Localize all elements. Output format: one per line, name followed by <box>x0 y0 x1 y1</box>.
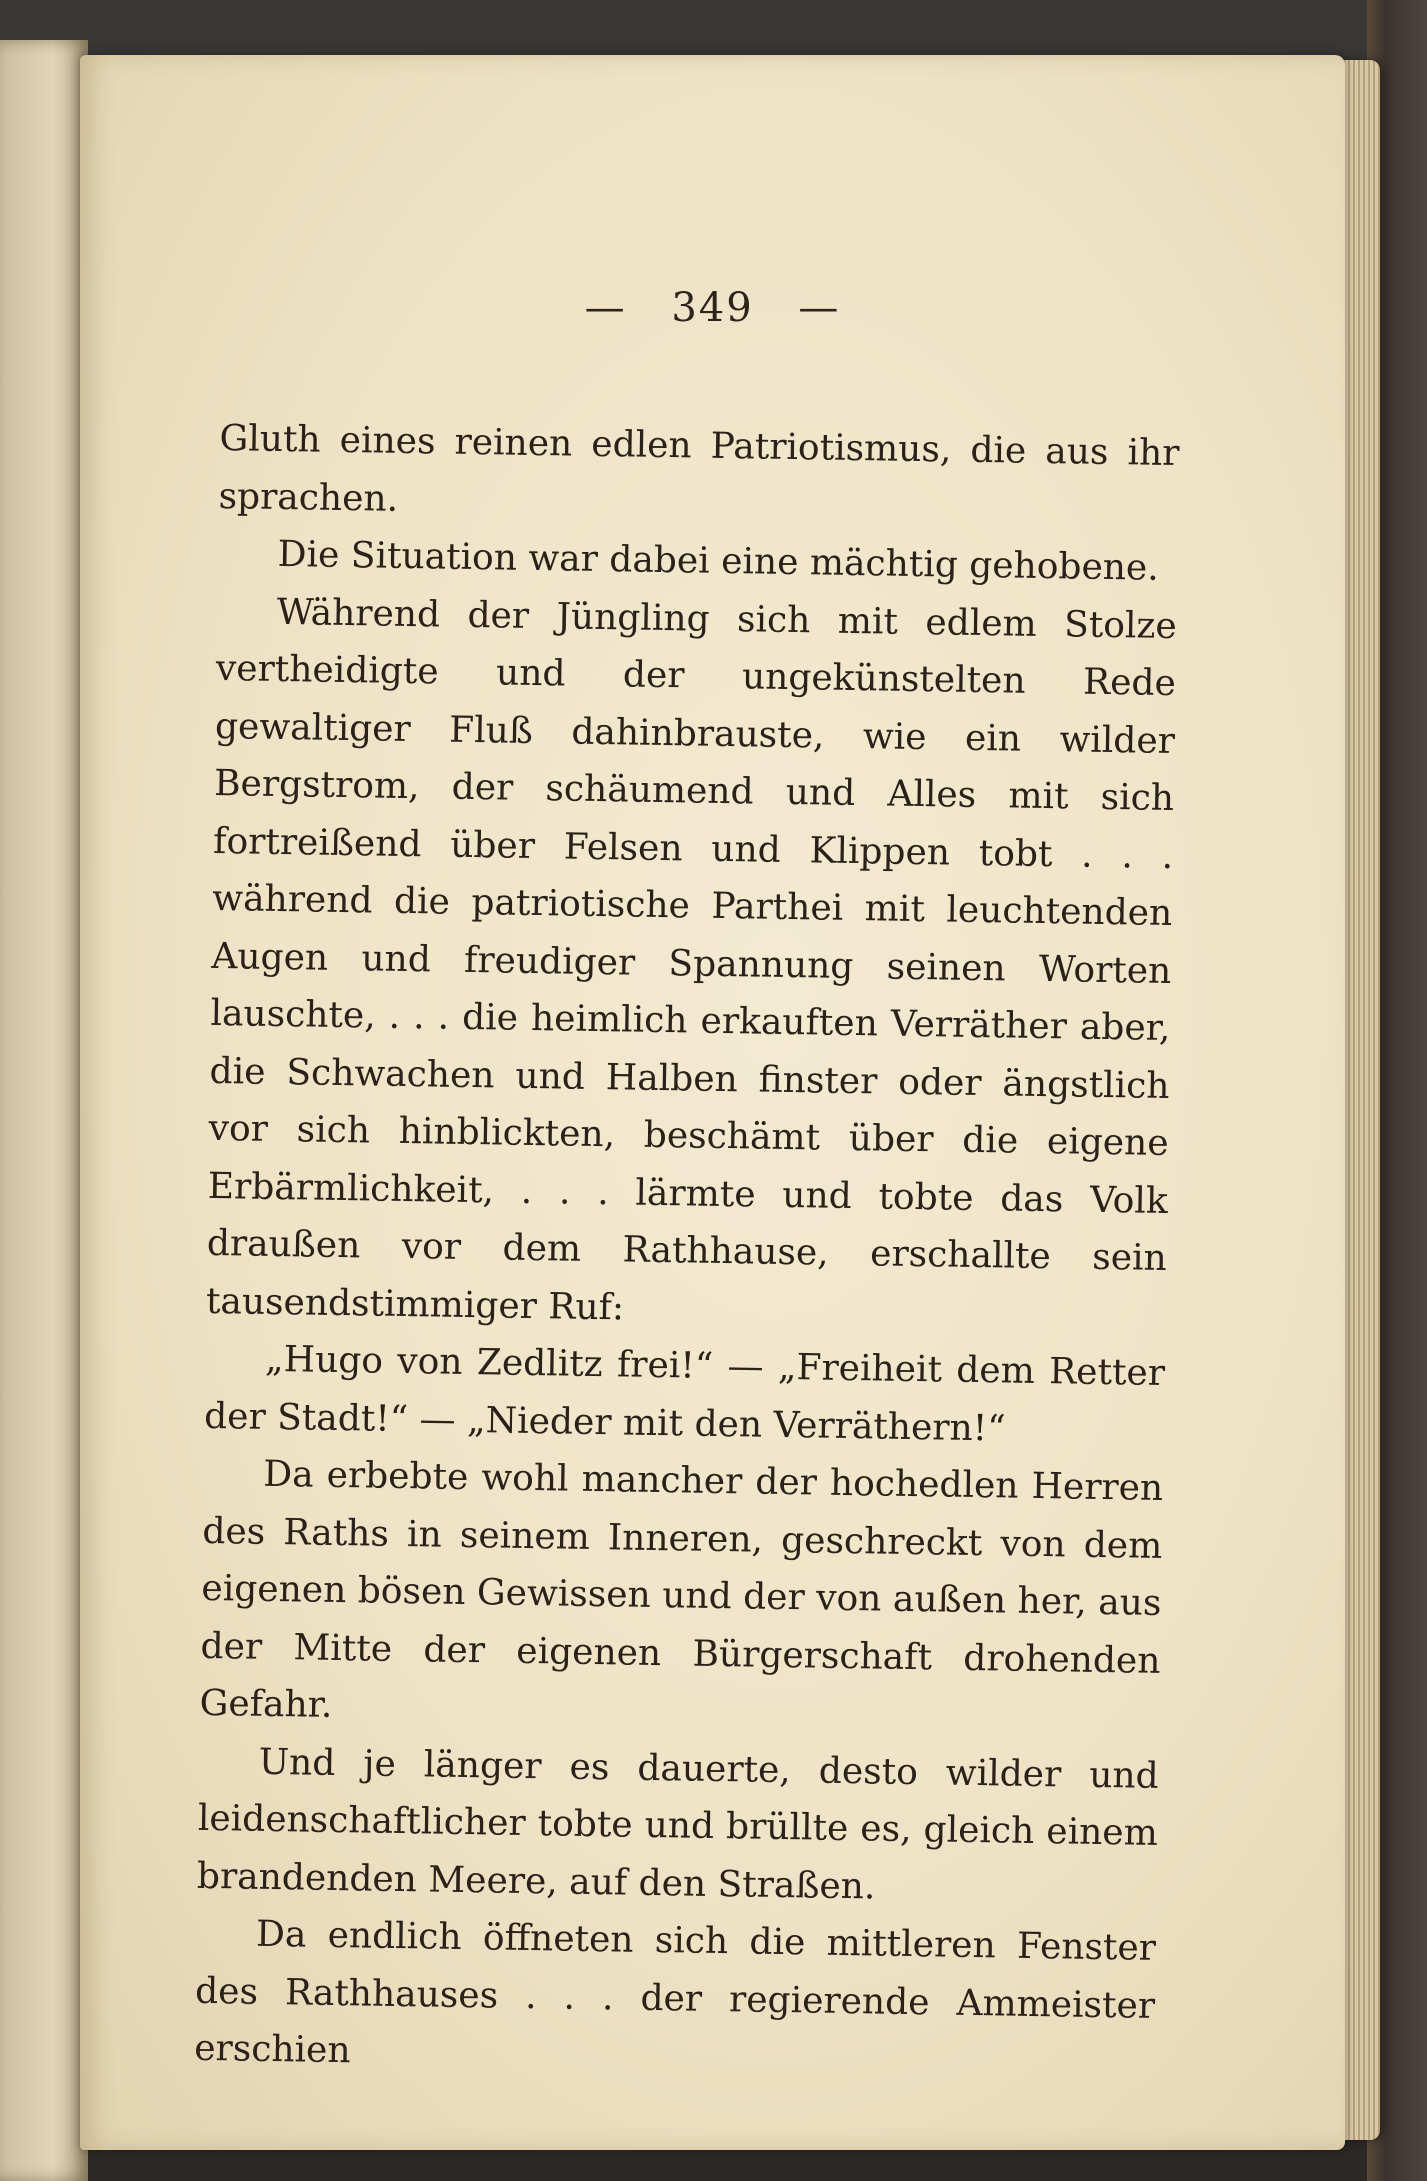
paragraph-quote: „Hugo von Zedlitz frei!“ — „Freiheit dem Retter der Stadt!“ — „Nieder mit den Verräthern!“ <box>203 1338 1166 1449</box>
book-page <box>80 55 1345 2150</box>
paragraph: Da endlich öffneten sich die mittleren Fenster des Rathhauses . . . der regierende Ammeister erschien <box>193 1913 1157 2072</box>
paragraph: Während der Jüngling sich mit edlem Stolze vertheidigte und der ungekünstelten Rede gewaltiger Fluß dahinbrauste, wie ein wilder Bergstrom, der schäumend und Alles mit sich fortreißend über Felsen und Klippen tobt . . . während die patriotische Parthei mit leuchtenden Augen und freudiger Spannung seinen Worten lauschte, . . . die heimlich erkauften Verräther aber, die Schwachen und Halben finster oder ängstlich vor sich hinblickten, beschämt über die eigene Erbärmlichkeit, . . . lärmte und tobte das Volk draußen vor dem Rathhause, erschallte sein tausendstimmiger Ruf: <box>205 591 1178 1328</box>
paragraph-continuation: Gluth eines reinen edlen Patriotismus, die aus ihr sprachen. <box>218 417 1180 520</box>
page-header <box>80 285 1345 331</box>
page-number: 349 <box>671 285 754 331</box>
paragraph: Da erbebte wohl mancher der hochedlen Herren des Raths in seinem Inneren, geschreckt von dem eigenen bösen Gewissen und der von außen her, aus der Mitte der eigenen Bürgerschaft drohenden Gefahr. <box>199 1453 1164 1726</box>
body-text <box>194 410 1180 2092</box>
paragraph: Die Situation war dabei eine mächtig gehobene. <box>277 533 1160 589</box>
header-dash-right: — <box>798 285 841 331</box>
paragraph: Und je länger es dauerte, desto wilder und leidenschaftlicher tobte und brüllte es, gleich einem brandenden Meere, auf den Straßen. <box>196 1741 1159 1907</box>
facing-page-edge <box>0 40 88 2181</box>
header-dash-left: — <box>584 285 627 331</box>
